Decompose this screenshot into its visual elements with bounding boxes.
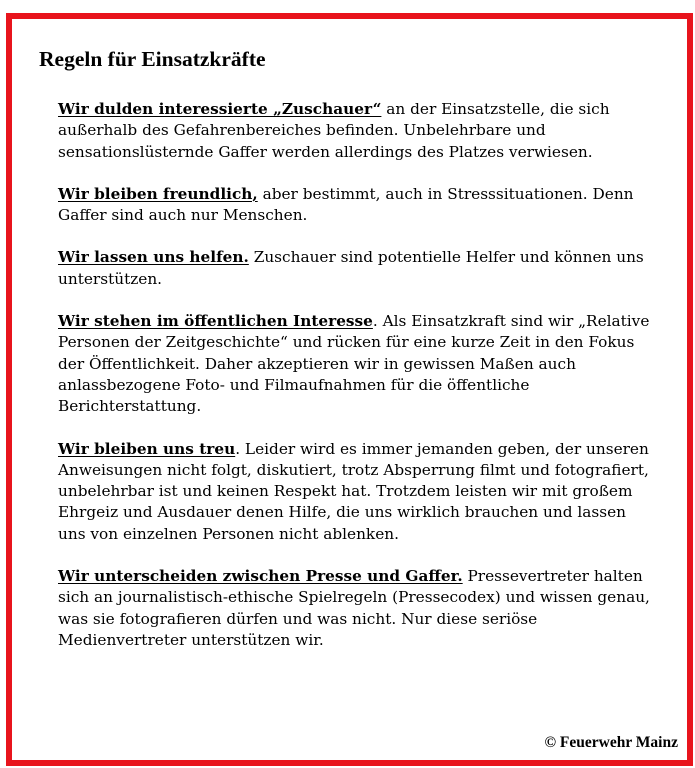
rule-text: an der Einsatzstelle, die sich außerhalb des Gefahrenbereiches befinden. Unbelehrbare und sensationslüsternde Gaffer werden allerdings des Platzes verwiesen.: [58, 100, 610, 161]
rule-heading: Wir bleiben uns treu: [58, 439, 236, 458]
document-title: Regeln für Einsatzkräfte: [39, 47, 266, 71]
rule-text: . Leider wird es immer jemanden geben, der unseren Anweisungen nicht folgt, diskutiert, trotz Absperrung filmt und fotografiert, unbelehrbar ist und keinen Respekt hat. Trotzdem leisten wir mit großem Ehrgeiz und Ausdauer denen Hilfe, die uns wirklich brauchen und lassen uns von einzelnen Personen nicht ablenken.: [58, 439, 649, 543]
rule-paragraph: [58, 439, 658, 545]
rule-text: aber bestimmt, auch in Stresssituationen. Denn Gaffer sind auch nur Menschen.: [58, 184, 634, 225]
rule-text: Pressevertreter halten sich an journalistisch-ethische Spielregeln (Pressecodex) und wissen genau, was sie fotografieren dürfen und was nicht. Nur diese seriöse Medienvertreter unterstützen wir.: [58, 567, 650, 649]
rule-paragraph: [58, 311, 658, 417]
rule-paragraph: [58, 99, 658, 163]
rule-text: Zuschauer sind potentielle Helfer und können uns unterstützen.: [58, 248, 644, 288]
rule-text: . Als Einsatzkraft sind wir „Relative Personen der Zeitgeschichte“ und rücken für eine kurze Zeit in den Fokus der Öffentlichkeit. Daher akzeptieren wir in gewissen Maßen auch anlassbezogene Foto- und Filmaufnahmen für die öffentliche Berichterstattung.: [58, 312, 650, 416]
rule-heading: Wir dulden interessierte „Zuschauer“: [58, 100, 382, 118]
rule-paragraph: [58, 247, 658, 290]
rule-heading: Wir unterscheiden zwischen Presse und Gaffer.: [58, 567, 463, 586]
rule-paragraph: [58, 566, 658, 651]
document-frame: [6, 13, 693, 766]
copyright-footer: © Feuerwehr Mainz: [544, 734, 678, 751]
rule-paragraph: [58, 184, 658, 227]
rule-heading: Wir lassen uns helfen.: [58, 248, 249, 267]
rule-heading: Wir bleiben freundlich,: [58, 184, 258, 203]
rule-heading: Wir stehen im öffentlichen Interesse: [58, 312, 373, 331]
rules-list: [58, 99, 658, 672]
